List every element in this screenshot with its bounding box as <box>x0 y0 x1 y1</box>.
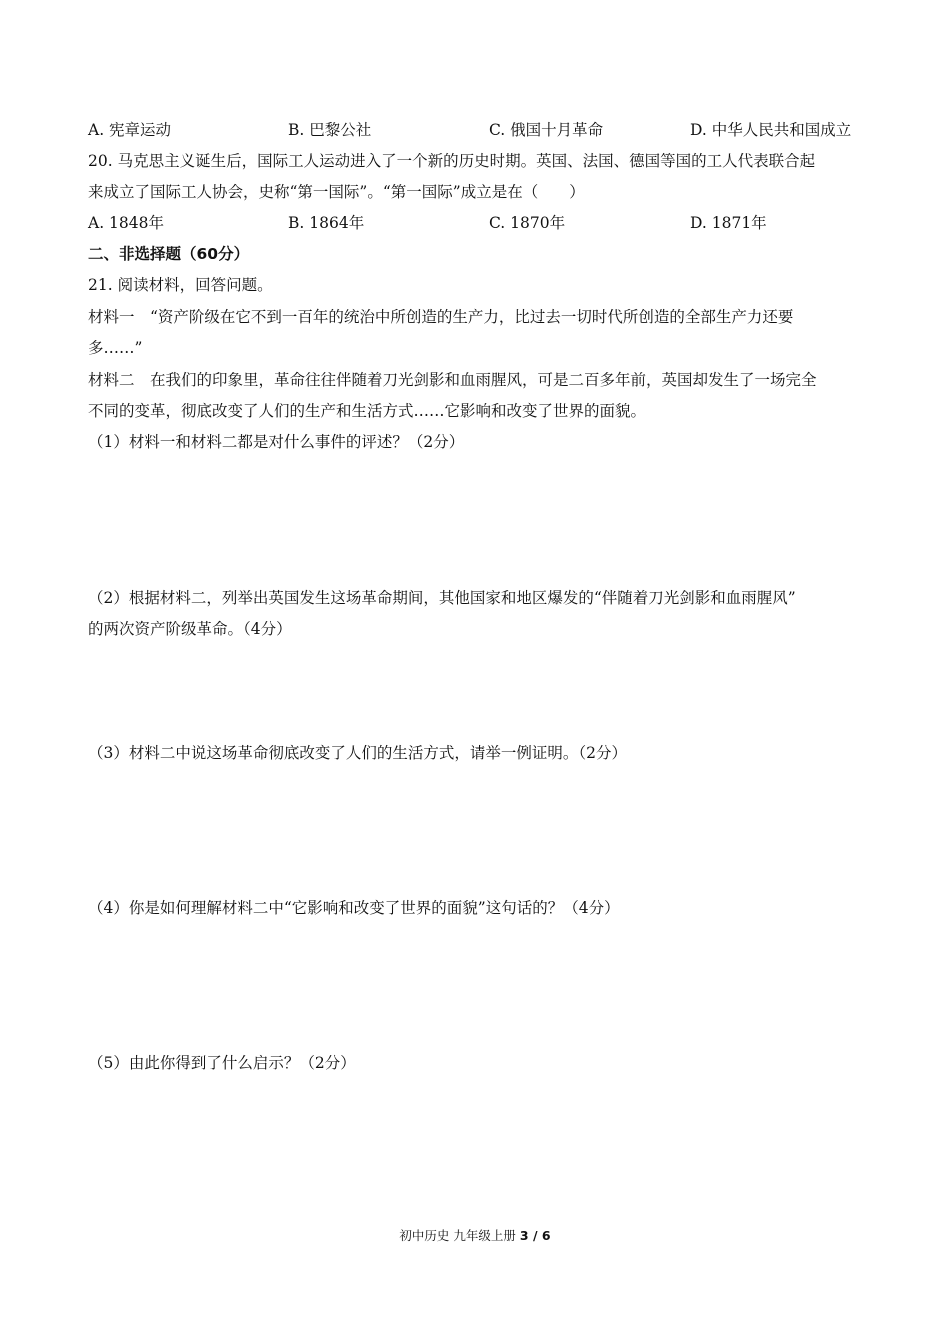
sub-question-3: （3）材料二中说这场革命彻底改变了人们的生活方式，请举一例证明。（2分） <box>88 744 627 762</box>
material-one-line1: 材料一 “资产阶级在它不到一百年的统治中所创造的生产力，比过去一切时代所创造的全部生产力还要 <box>88 308 794 326</box>
q21-intro: 21. 阅读材料，回答问题。 <box>88 276 273 294</box>
sub-question-4: （4）你是如何理解材料二中“它影响和改变了世界的面貌”这句话的？（4分） <box>88 899 620 917</box>
q19-option-d: D. 中华人民共和国成立 <box>690 121 852 139</box>
footer-label: 初中历史 九年级上册 <box>399 1228 516 1243</box>
q19-option-c: C. 俄国十月革命 <box>489 121 604 139</box>
q20-stem-line2: 来成立了国际工人协会，史称“第一国际”。“第一国际”成立是在（ ） <box>88 183 585 201</box>
material-two-line1: 材料二 在我们的印象里，革命往往伴随着刀光剑影和血雨腥风，可是二百多年前，英国却发生了一场完全 <box>88 371 817 389</box>
q19-option-a: A. 宪章运动 <box>88 121 172 139</box>
page-number: 3 / 6 <box>519 1228 551 1243</box>
q20-option-b: B. 1864年 <box>288 214 365 232</box>
q20-stem-line1: 20. 马克思主义诞生后，国际工人运动进入了一个新的历史时期。英国、法国、德国等国的工人代表联合起 <box>88 152 816 170</box>
q20-option-c: C. 1870年 <box>489 214 566 232</box>
q20-option-d: D. 1871年 <box>690 214 767 232</box>
sub-question-1: （1）材料一和材料二都是对什么事件的评述？（2分） <box>88 433 465 451</box>
material-two-line2: 不同的变革，彻底改变了人们的生产和生活方式……它影响和改变了世界的面貌。 <box>88 402 647 420</box>
q19-option-b: B. 巴黎公社 <box>288 121 372 139</box>
sub-question-2-line2: 的两次资产阶级革命。（4分） <box>88 620 292 638</box>
q20-option-a: A. 1848年 <box>88 214 164 232</box>
sub-question-5: （5）由此你得到了什么启示？（2分） <box>88 1054 356 1072</box>
sub-question-2-line1: （2）根据材料二，列举出英国发生这场革命期间，其他国家和地区爆发的“伴随着刀光剑影和血雨腥风” <box>88 589 796 607</box>
material-one-line2: 多……” <box>88 339 143 357</box>
section-heading: 二、非选择题（60分） <box>88 245 250 263</box>
page-footer <box>0 1226 950 1244</box>
